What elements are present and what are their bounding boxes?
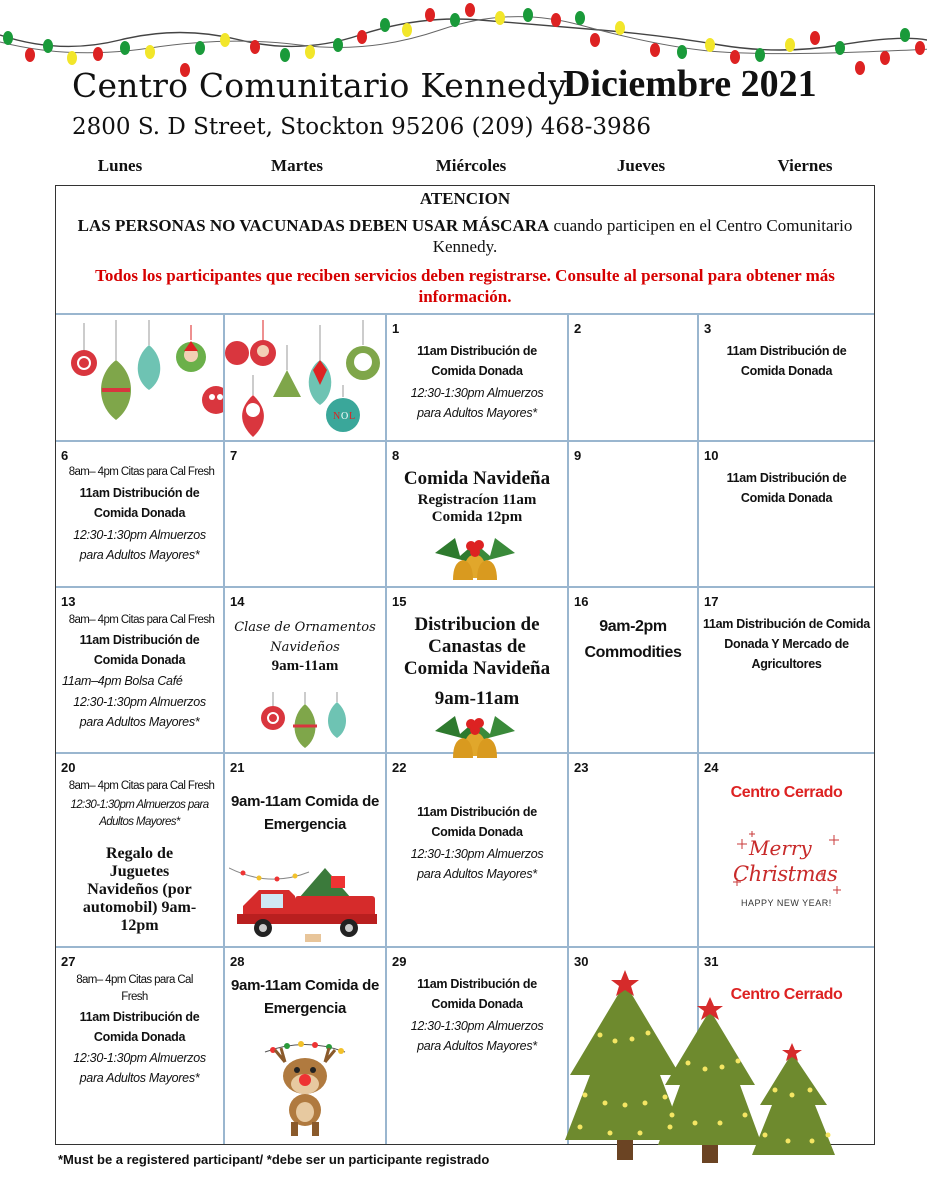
organization-name: Centro Comunitario Kennedy <box>72 66 567 105</box>
weekday-header-wednesday: Miércoles <box>435 156 507 175</box>
day-number: 21 <box>230 760 245 775</box>
food-distribution-event: 11am Distribución de Comida Donada <box>417 344 537 378</box>
day-cell-3 <box>699 315 874 440</box>
day-cell-6 <box>56 442 223 586</box>
day-number: 30 <box>574 954 589 969</box>
day-cell-1 <box>387 315 567 440</box>
red-truck-christmas-tree-icon <box>229 858 381 944</box>
notice-title: ATENCION <box>419 189 511 208</box>
senior-lunch-event: 12:30-1:30pm Almuerzos para Adultos Mayores* <box>73 528 206 562</box>
day-number: 3 <box>704 321 712 336</box>
christmas-trees-icon <box>560 965 870 1165</box>
day-cell-23 <box>569 754 697 946</box>
merry-christmas-graphic <box>729 830 844 924</box>
notice-mask-rest: cuando participen en el Centro Comunitario Kennedy. <box>432 216 853 256</box>
calfresh-appointments-event: 8am– 4pm Citas para Cal Fresh <box>68 780 215 792</box>
calendar-month-title: Diciembre 2021 <box>563 63 817 105</box>
notice-mask-text <box>67 215 863 257</box>
day-cell-24 <box>699 754 874 946</box>
footer-note: *Must be a registered participant/ *debe ser un participante registrado <box>58 1152 490 1167</box>
merry-text: Merry <box>749 836 812 860</box>
reindeer-icon <box>255 1032 355 1136</box>
christmas-meal-registration: Registracíon 11am <box>417 492 537 508</box>
day-cell-14 <box>225 588 385 752</box>
food-distribution-market-event: 11am Distribución de Comida Donada Y Mercado de Agricultores <box>703 617 870 671</box>
svg-text:L: L <box>349 411 356 422</box>
food-distribution-event: 11am Distribución de Comida Donada <box>417 805 537 839</box>
commodities-time: 9am-2pm <box>599 618 667 635</box>
weekday-header-thursday: Jueves <box>616 156 666 175</box>
bolsa-cafe-event: 11am–4pm Bolsa Café <box>62 674 183 688</box>
senior-lunch-event: 12:30-1:30pm Almuerzos para Adultos Mayores* <box>410 1019 544 1053</box>
attention-notice <box>55 185 875 313</box>
ornaments-image-cell <box>225 315 385 440</box>
calfresh-appointments-event: 8am– 4pm Citas para Cal Fresh <box>76 974 193 1003</box>
notice-mask-bold: LAS PERSONAS NO VACUNADAS DEBEN USAR MÁSCARA <box>77 216 550 235</box>
calfresh-appointments-event: 8am– 4pm Citas para Cal Fresh <box>68 614 215 626</box>
food-distribution-event: 11am Distribución de Comida Donada <box>417 977 537 1011</box>
day-cell-17 <box>699 588 874 752</box>
christmas-ornaments-icon <box>56 315 223 440</box>
day-number: 24 <box>704 760 719 775</box>
day-cell-10 <box>699 442 874 586</box>
day-cell-15 <box>387 588 567 752</box>
day-cell-9 <box>569 442 697 586</box>
senior-lunch-event: 12:30-1:30pm Almuerzos para Adultos Mayores* <box>410 847 544 881</box>
day-number: 2 <box>574 321 582 336</box>
day-cell-22 <box>387 754 567 946</box>
day-number: 27 <box>61 954 76 969</box>
christmas-text: Christmas <box>733 862 838 886</box>
day-number: 29 <box>392 954 407 969</box>
christmas-ornaments-icon <box>255 692 355 750</box>
day-number: 31 <box>704 954 719 969</box>
day-number: 7 <box>230 448 238 463</box>
day-number: 16 <box>574 594 589 609</box>
senior-lunch-event: 12:30-1:30pm Almuerzos para Adultos Mayores* <box>73 1051 206 1085</box>
senior-lunch-event: 12:30-1:30pm Almuerzos para Adultos Mayores* <box>410 386 544 420</box>
food-distribution-event: 11am Distribución de Comida Donada <box>726 344 847 378</box>
day-cell-2 <box>569 315 697 440</box>
senior-lunch-event: 12:30-1:30pm Almuerzos para Adultos Mayores* <box>70 799 209 828</box>
calfresh-appointments-event: 8am– 4pm Citas para Cal Fresh <box>68 466 215 478</box>
day-number: 13 <box>61 594 76 609</box>
weekday-header-tuesday: Martes <box>271 156 323 175</box>
food-distribution-event: 11am Distribución de Comida Donada <box>79 486 200 520</box>
day-cell-8 <box>387 442 567 586</box>
center-closed-notice: Centro Cerrado <box>730 784 843 801</box>
day-cell-7 <box>225 442 385 586</box>
day-cell-27 <box>56 948 223 1144</box>
day-number: 15 <box>392 594 407 609</box>
organization-address: 2800 S. D Street, Stockton 95206 (209) 468-3986 <box>72 114 651 140</box>
christmas-ornaments-icon <box>225 315 385 440</box>
day-number: 22 <box>392 760 407 775</box>
day-number: 20 <box>61 760 76 775</box>
christmas-basket-time: 9am-11am <box>434 688 520 709</box>
day-cell-28 <box>225 948 385 1144</box>
center-closed-notice: Centro Cerrado <box>730 986 843 1003</box>
food-distribution-event: 11am Distribución de Comida Donada <box>726 471 847 505</box>
emergency-food-event: 9am-11am Comida de Emergencia <box>231 793 379 833</box>
food-distribution-event: 11am Distribución de Comida Donada <box>79 633 200 667</box>
senior-lunch-event: 12:30-1:30pm Almuerzos para Adultos Mayores* <box>73 695 206 729</box>
notice-registration-text: Todos los participantes que reciben servicios deben registrarse. Consulte al personal para obtener más información. <box>95 266 835 306</box>
ornament-class-time: 9am-11am <box>271 658 339 674</box>
christmas-meal-time: Comida 12pm <box>431 509 523 525</box>
svg-text:O: O <box>341 411 349 422</box>
toy-giveaway-event: Regalo de Juguetes Navideños (por automobil) 9am-12pm <box>82 845 197 934</box>
day-cell-21 <box>225 754 385 946</box>
day-cell-16 <box>569 588 697 752</box>
day-cell-20 <box>56 754 223 946</box>
ornament-class-title: Clase de Ornamentos Navideños <box>234 620 376 655</box>
christmas-meal-title: Comida Navideña <box>403 468 551 489</box>
day-number: 17 <box>704 594 719 609</box>
day-number: 9 <box>574 448 582 463</box>
ornaments-image-cell <box>56 315 223 440</box>
happy-new-year-text: HAPPY NEW YEAR! <box>741 898 832 908</box>
weekday-header-friday: Viernes <box>777 156 833 175</box>
day-cell-29 <box>387 948 567 1144</box>
weekday-header-monday: Lunes <box>97 156 143 175</box>
day-number: 23 <box>574 760 589 775</box>
day-cell-13 <box>56 588 223 752</box>
day-number: 1 <box>392 321 400 336</box>
day-number: 28 <box>230 954 245 969</box>
day-number: 14 <box>230 594 245 609</box>
svg-text:N: N <box>333 411 341 422</box>
christmas-basket-title: Distribucion de Canastas de Comida Navideña <box>403 614 551 679</box>
day-number: 10 <box>704 448 719 463</box>
day-number: 6 <box>61 448 69 463</box>
day-number: 8 <box>392 448 400 463</box>
commodities-title: Commodities <box>584 644 682 661</box>
emergency-food-event: 9am-11am Comida de Emergencia <box>231 977 379 1017</box>
holly-bells-icon <box>425 528 525 586</box>
food-distribution-event: 11am Distribución de Comida Donada <box>79 1010 200 1044</box>
